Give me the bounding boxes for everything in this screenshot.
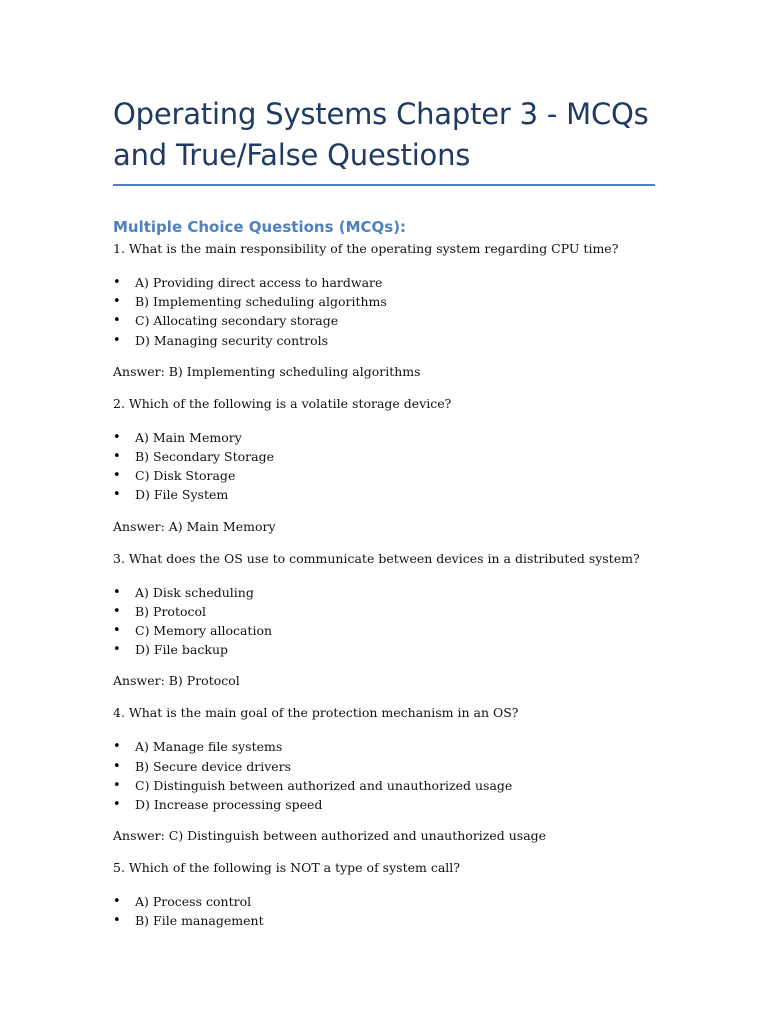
bullet-icon: • [113, 642, 121, 658]
option-text: C) Distinguish between authorized and unauthorized usage [135, 777, 513, 793]
bullet-icon: • [113, 429, 121, 445]
bullet-icon: • [113, 294, 121, 310]
option-item [113, 583, 655, 602]
bullet-icon: • [113, 487, 121, 503]
option-text: B) Secondary Storage [135, 449, 274, 465]
question-text: 3. What does the OS use to communicate between devices in a distributed system? [113, 550, 640, 566]
option-item [113, 640, 655, 659]
bullet-icon: • [113, 449, 121, 465]
bullet-icon: • [113, 623, 121, 639]
question-block-1 [113, 241, 655, 380]
bullet-icon: • [113, 739, 121, 755]
question-block-5 [113, 860, 655, 930]
option-item [113, 273, 655, 292]
bullet-icon: • [113, 758, 121, 774]
bullet-icon: • [113, 777, 121, 793]
options-list [113, 737, 655, 814]
options-list [113, 583, 655, 660]
document-title [113, 94, 655, 186]
bullet-icon: • [113, 275, 121, 290]
bullet-icon: • [113, 603, 121, 619]
option-text: B) File management [135, 913, 264, 929]
option-item [113, 485, 655, 504]
answer-text: Answer: C) Distinguish between authorized and unauthorized usage [113, 828, 547, 844]
question-text: 1. What is the main responsibility of the operating system regarding CPU time? [113, 241, 619, 256]
option-item [113, 757, 655, 776]
option-item [113, 311, 655, 330]
option-text: B) Secure device drivers [135, 758, 292, 774]
option-item [113, 892, 655, 911]
answer-text: Answer: B) Protocol [113, 673, 240, 689]
option-item [113, 602, 655, 621]
option-item [113, 795, 655, 814]
bullet-icon: • [113, 913, 121, 929]
options-list [113, 892, 655, 930]
option-text: C) Memory allocation [135, 623, 273, 639]
answer-text: Answer: B) Implementing scheduling algorithms [113, 363, 421, 379]
option-text: C) Disk Storage [135, 468, 236, 484]
option-text: B) Protocol [135, 603, 207, 619]
question-block-3 [113, 551, 655, 690]
option-text: D) File System [135, 487, 229, 503]
option-text: A) Providing direct access to hardware [135, 275, 383, 290]
option-item [113, 737, 655, 756]
option-item [113, 331, 655, 350]
option-item [113, 292, 655, 311]
option-text: A) Process control [135, 894, 252, 910]
title-line-2: and True/False Questions [113, 138, 471, 172]
option-text: A) Disk scheduling [135, 584, 254, 600]
option-text: C) Allocating secondary storage [135, 313, 339, 329]
option-text: D) File backup [135, 642, 228, 658]
option-item [113, 428, 655, 447]
section-heading-mcqs: Multiple Choice Questions (MCQs): [113, 218, 407, 236]
bullet-icon: • [113, 468, 121, 484]
option-text: A) Manage file systems [135, 739, 283, 755]
options-list [113, 273, 655, 350]
option-item [113, 911, 655, 930]
question-text: 4. What is the main goal of the protection mechanism in an OS? [113, 705, 519, 721]
bullet-icon: • [113, 313, 121, 329]
option-text: D) Managing security controls [135, 332, 329, 348]
bullet-icon: • [113, 894, 121, 910]
question-block-4 [113, 705, 655, 844]
question-block-2 [113, 396, 655, 535]
bullet-icon: • [113, 332, 121, 348]
options-list [113, 428, 655, 505]
question-text: 5. Which of the following is NOT a type of system call? [113, 860, 460, 876]
option-item [113, 447, 655, 466]
option-item [113, 466, 655, 485]
document-page [113, 94, 655, 931]
question-text: 2. Which of the following is a volatile storage device? [113, 395, 452, 411]
option-text: A) Main Memory [135, 429, 242, 445]
option-item [113, 621, 655, 640]
title-line-1: Operating Systems Chapter 3 - MCQs [113, 97, 649, 131]
option-text: D) Increase processing speed [135, 797, 323, 813]
option-text: B) Implementing scheduling algorithms [135, 294, 387, 310]
bullet-icon: • [113, 584, 121, 600]
answer-text: Answer: A) Main Memory [113, 518, 276, 534]
bullet-icon: • [113, 797, 121, 813]
option-item [113, 776, 655, 795]
